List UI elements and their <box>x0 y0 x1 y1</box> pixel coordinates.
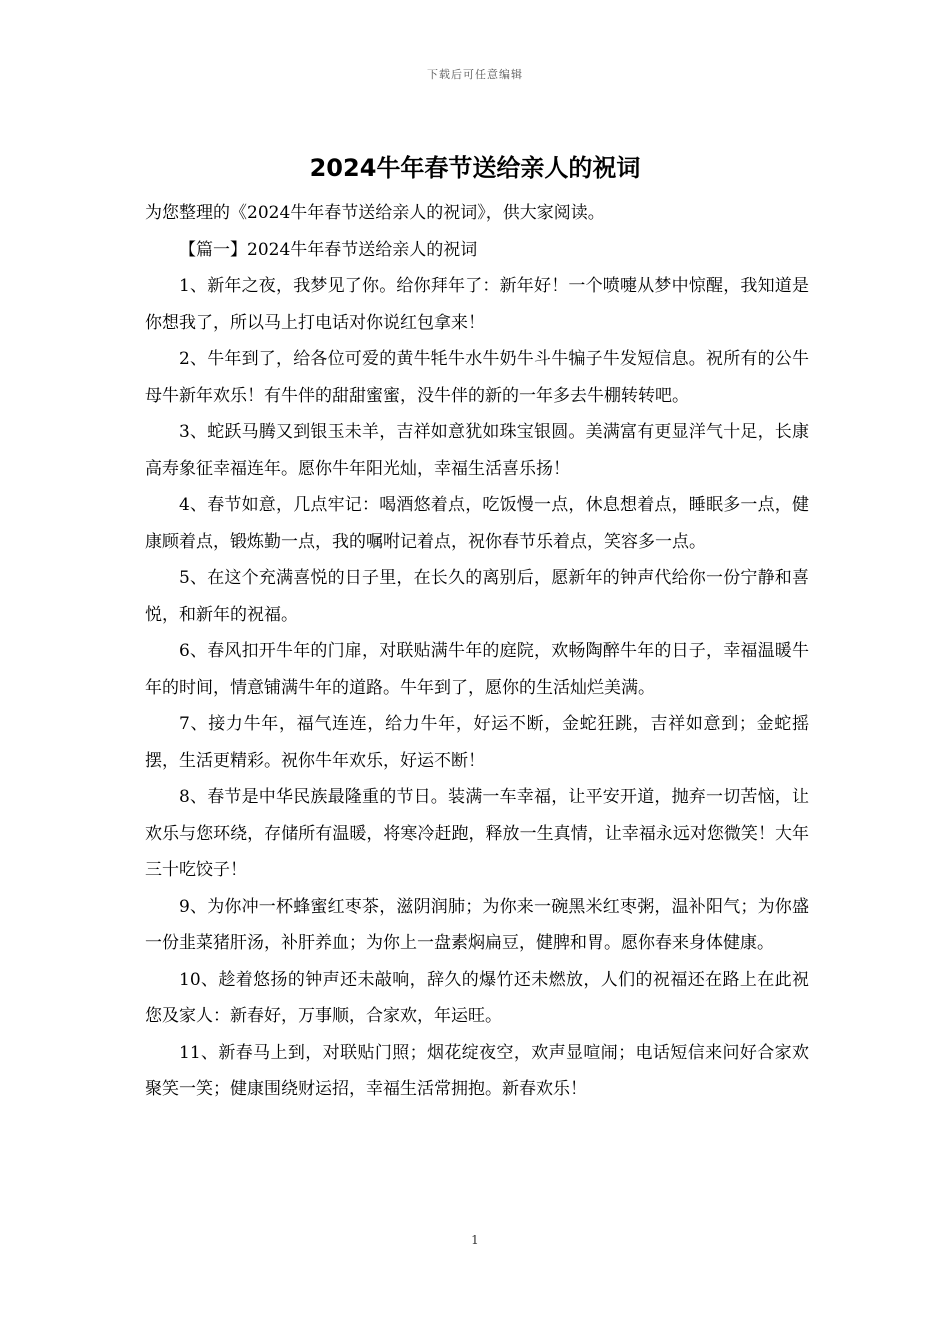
paragraph-11: 11、新春马上到，对联贴门照；烟花绽夜空，欢声显喧闹；电话短信来问好合家欢聚笑一笑；健康围绕财运招，幸福生活常拥抱。新春欢乐！ <box>145 1042 809 1099</box>
paragraph-8: 8、春节是中华民族最隆重的节日。装满一车幸福，让平安开道，抛弃一切苦恼，让欢乐与您环绕，存储所有温暖，将寒冷赶跑，释放一生真情，让幸福永远对您微笑！大年三十吃饺子！ <box>145 787 809 880</box>
paragraph-10: 10、趁着悠扬的钟声还未敲响，辞久的爆竹还未燃放，人们的祝福还在路上在此祝您及家人：新春好，万事顺，合家欢，年运旺。 <box>145 969 809 1026</box>
paragraph-7: 7、接力牛年，福气连连，给力牛年，好运不断，金蛇狂跳，吉祥如意到；金蛇摇摆，生活更精彩。祝你牛年欢乐，好运不断！ <box>145 714 809 771</box>
intro-paragraph: 为您整理的《2024牛年春节送给亲人的祝词》，供大家阅读。 <box>145 203 605 223</box>
paragraph-6: 6、春风扣开牛年的门扉，对联贴满牛年的庭院，欢畅陶醉牛年的日子，幸福温暖牛年的时间，情意铺满牛年的道路。牛年到了，愿你的生活灿烂美满。 <box>145 641 809 698</box>
document-body <box>145 195 809 1108</box>
page-number: 1 <box>471 1233 479 1247</box>
paragraph-5: 5、在这个充满喜悦的日子里，在长久的离别后，愿新年的钟声代给你一份宁静和喜悦，和新年的祝福。 <box>145 568 809 625</box>
paragraph-1: 1、新年之夜，我梦见了你。给你拜年了：新年好！一个喷嚏从梦中惊醒，我知道是你想我了，所以马上打电话对你说红包拿来！ <box>145 276 809 333</box>
section-heading: 【篇一】2024牛年春节送给亲人的祝词 <box>179 239 478 260</box>
page-title: 2024牛年春节送给亲人的祝词 <box>309 154 641 182</box>
paragraph-2: 2、牛年到了，给各位可爱的黄牛牦牛水牛奶牛斗牛犏子牛发短信息。祝所有的公牛母牛新年欢乐！有牛伴的甜甜蜜蜜，没牛伴的新的一年多去牛棚转转吧。 <box>145 349 809 406</box>
paragraph-4: 4、春节如意，几点牢记：喝酒悠着点，吃饭慢一点，休息想着点，睡眠多一点，健康顾着点，锻炼勤一点，我的嘱咐记着点，祝你春节乐着点，笑容多一点。 <box>145 495 809 552</box>
header-note: 下载后可任意编辑 <box>427 68 523 81</box>
paragraph-9: 9、为你冲一杯蜂蜜红枣茶，滋阴润肺；为你来一碗黑米红枣粥，温补阳气；为你盛一份韭菜猪肝汤，补肝养血；为你上一盘素焖扁豆，健脾和胃。愿你春来身体健康。 <box>145 896 809 953</box>
paragraph-3: 3、蛇跃马腾又到银玉未羊，吉祥如意犹如珠宝银圆。美满富有更显洋气十足，长康高寿象征幸福连年。愿你牛年阳光灿，幸福生活喜乐扬！ <box>145 422 809 479</box>
